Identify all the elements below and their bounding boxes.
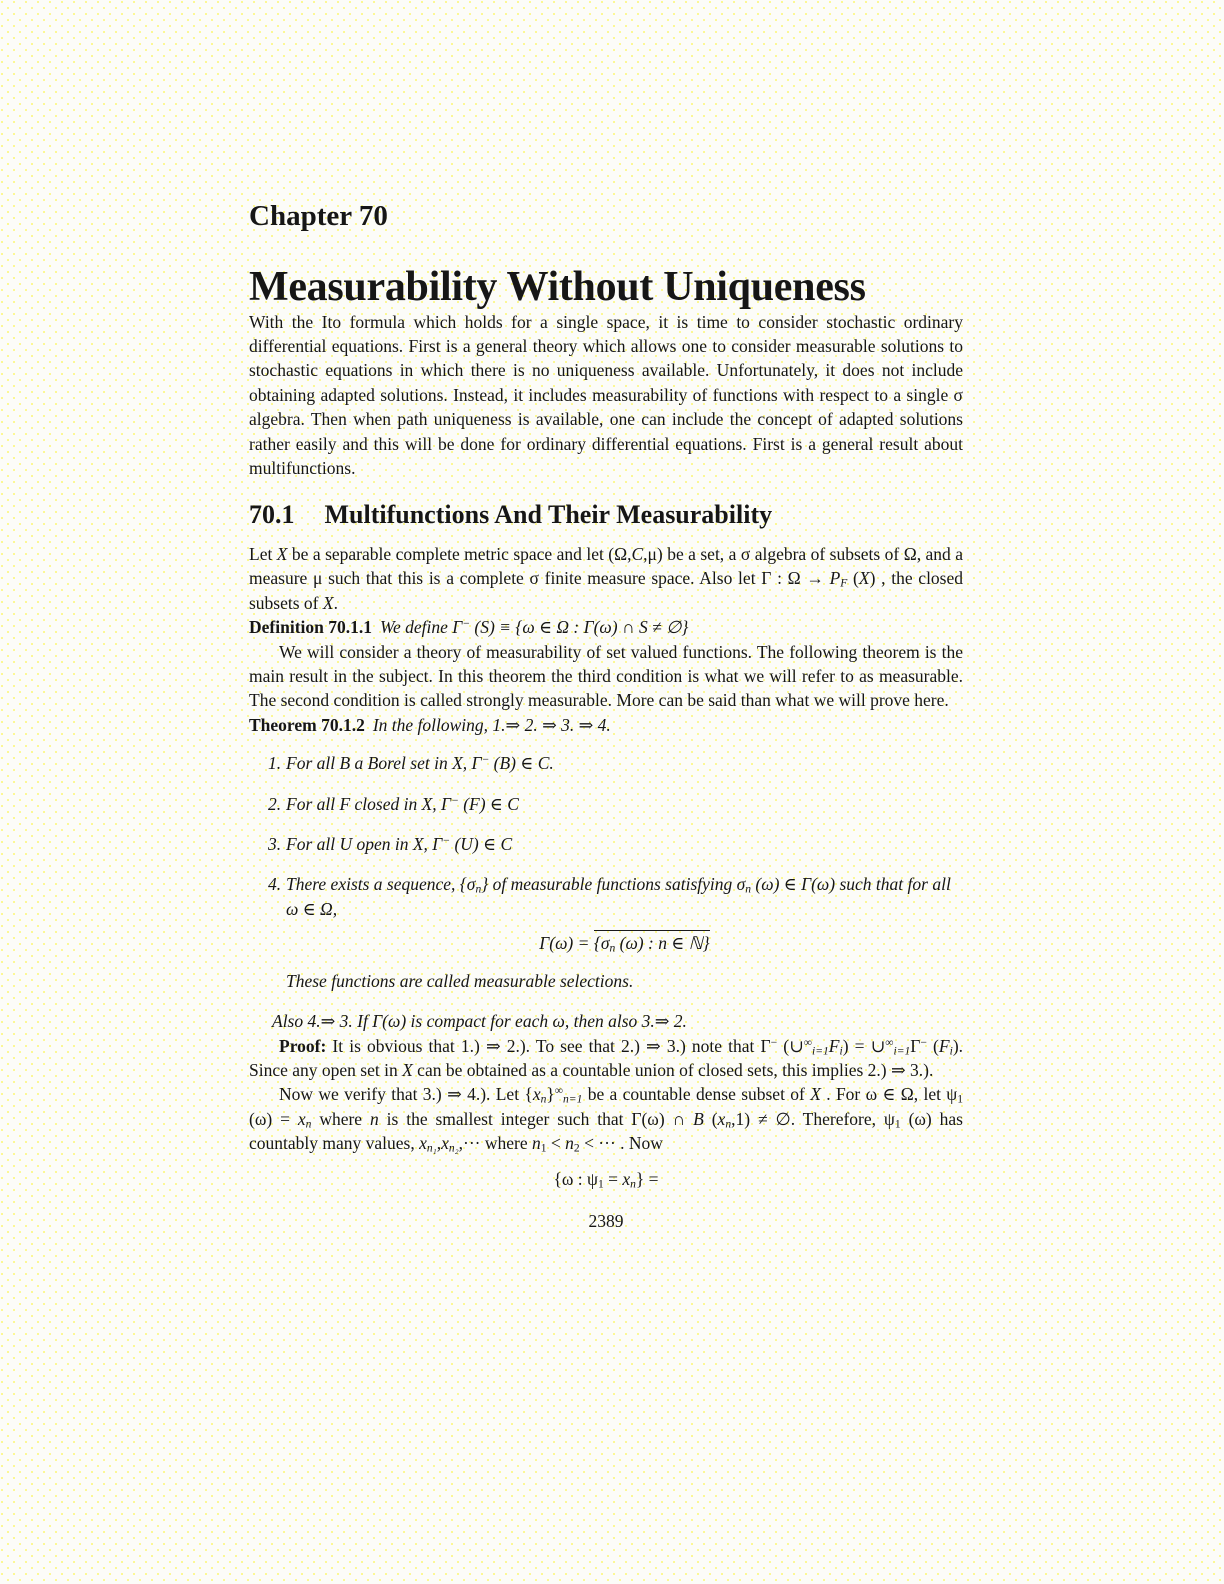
intro-paragraph: With the Ito formula which holds for a single space, it is time to consider stochastic ordinary differential equations. First is a general theory which allows one to consider measurable solutions to stochastic equations in which there is no uniqueness available. Unfortunately, it does not include obtaining adapted solutions. Instead, it includes measurability of functions with respect to a single σ algebra. Then when path uniqueness is available, one can include the concept of adapted solutions rather easily and this will be done for ordinary differential equations. First is a general result about multifunctions.	[249, 311, 963, 478]
psi-equation: {ω : $\psi_1 = x_n$} =	[553, 1168, 659, 1191]
page-number: 2389	[588, 1210, 624, 1231]
equation-overlined-set: {$\sigma_n$ (ω) : n ∈ ℕ}	[594, 930, 710, 955]
measurable-selection-equation	[286, 930, 963, 956]
verify-paragraph: Now we verify that 3.) ⇒ 4.). Let $\{x_n\}^\infty_{n=1}$ be a countable dense subset of X . For ω ∈ Ω, let $\psi_1$ $(\omega) = x_n$ where n is the smallest integer such that Γ(ω) ∩ B $(x_n,1)$ ≠ ∅. Therefore, $\psi_1$ (ω) has countably many values, $x_{n_1},x_{n_2},\cdot\cdot\cdot$ where $n_1 < n_2$ < ··· . Now	[249, 1084, 964, 1155]
definition-label: Definition 70.1.1	[249, 617, 372, 638]
selections-note: These functions are called measurable selections.	[286, 970, 634, 991]
condition-1-number: 1.	[268, 753, 282, 774]
condition-4-text: There exists a sequence, $\{\sigma_n\}$ of measurable functions satisfying $\sigma_n$ (ω) ∈ Γ(ω) such that for all ω ∈ Ω,	[286, 874, 951, 919]
condition-4-number: 4.	[268, 874, 282, 895]
definition-70-1-1	[249, 615, 963, 639]
overview-paragraph: We will consider a theory of measurability of set valued functions. The following theorem is the main result in the subject. In this theorem the third condition is what we will refer to as measurable. The second condition is called strongly measurable. More can be said than what we will prove here.	[249, 641, 963, 711]
theorem-statement: In the following, 1.⇒ 2. ⇒ 3. ⇒ 4.	[372, 714, 611, 735]
section-heading	[249, 501, 963, 530]
book-page-content	[249, 0, 963, 1232]
condition-3	[249, 832, 963, 856]
setup-paragraph: Let X be a separable complete metric space and let (Ω,C,μ) be a set, a σ algebra of subsets of Ω, and a measure μ such that this is a complete σ finite measure space. Also let Γ : $\Omega \to P_F$ (X) , the closed subsets of X.	[249, 543, 964, 613]
condition-1-text: For all B a Borel set in X, Γ− (B) ∈ C.	[286, 753, 554, 774]
equation-lhs: Γ(ω) =	[539, 933, 594, 954]
section-number: 70.1	[249, 500, 295, 530]
section-title: Multifunctions And Their Measurability	[324, 500, 773, 530]
theorem-conditions-list	[249, 751, 963, 993]
condition-3-text: For all U open in X, Γ− (U) ∈ C	[286, 834, 513, 855]
condition-3-number: 3.	[268, 834, 282, 855]
theorem-70-1-2	[249, 713, 963, 737]
proof-paragraph: Proof: It is obvious that 1.) ⇒ 2.). To see that 2.) ⇒ 3.) note that Γ− $(\cup^\infty_{i=1}F_i)$ = $\cup^\infty_{i=1}\Gamma^-$ $(F_i)$. Since any open set in X can be obtained as a countable union of closed sets, this implies 2.) ⇒ 3.).	[249, 1035, 964, 1080]
condition-2-text: For all F closed in X, Γ− (F) ∈ C	[286, 793, 519, 814]
condition-1	[249, 751, 963, 775]
condition-4	[249, 872, 963, 993]
chapter-title: Measurability Without Uniqueness	[249, 264, 866, 311]
condition-2-number: 2.	[268, 793, 282, 814]
theorem-label: Theorem 70.1.2	[249, 714, 365, 735]
definition-body: We define Γ− (S) ≡ {ω ∈ Ω : Γ(ω) ∩ S ≠ ∅}	[380, 617, 689, 638]
condition-2	[249, 792, 963, 816]
chapter-label: Chapter 70	[249, 200, 388, 232]
remark-line: Also 4.⇒ 3. If Γ(ω) is compact for each ω, then also 3.⇒ 2.	[272, 1011, 687, 1032]
